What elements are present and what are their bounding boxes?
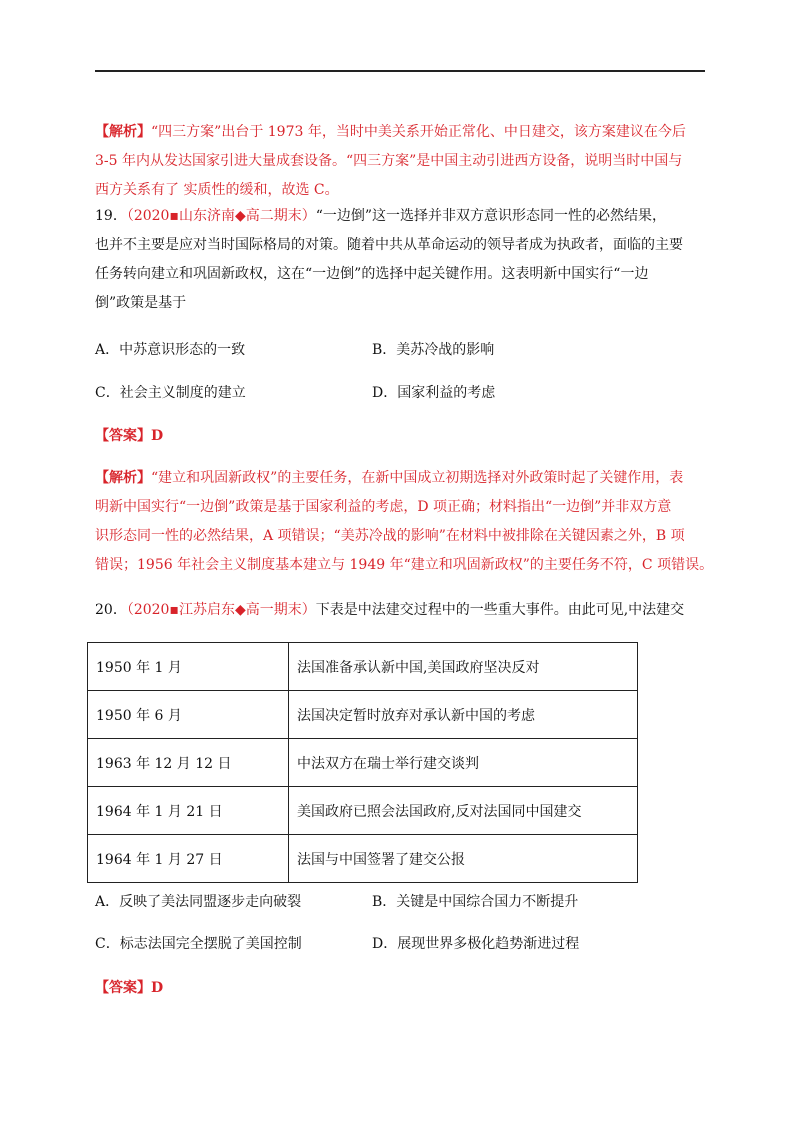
q20-option-row-2 [95, 934, 710, 954]
table-cell-date: 1950 年 1 月 [88, 643, 289, 691]
table-row [88, 835, 638, 883]
q19-line-1: 19．（2020▪山东济南◆高二期末）“一边倒”这一选择并非双方意识形态同一性的必然结果， [95, 208, 667, 224]
q19-answer: 【答案】D [95, 428, 164, 444]
q19-option-b: B．美苏冷战的影响 [372, 342, 495, 358]
q19-number: 19． [95, 208, 127, 224]
table-cell-event: 中法双方在瑞士举行建交谈判 [289, 739, 638, 787]
table-cell-date: 1964 年 1 月 27 日 [88, 835, 289, 883]
q20-answer-block [95, 974, 710, 1003]
analysis-18-line-3: 西方关系有了 实质性的缓和，故选 C。 [95, 182, 339, 198]
analysis-19-tag: 【解析】 [95, 470, 151, 486]
table-row [88, 739, 638, 787]
q19-options [95, 340, 710, 403]
q19-option-a: A．中苏意识形态的一致 [95, 342, 246, 358]
q20-options [95, 892, 710, 954]
table-cell-date: 1964 年 1 月 21 日 [88, 787, 289, 835]
q20-option-b: B．关键是中国综合国力不断提升 [372, 894, 579, 910]
analysis-19-line-2: 明新中国实行“一边倒”政策是基于国家利益的考虑，D 项正确；材料指出“一边倒”并非双方意 [95, 499, 672, 515]
table-cell-event: 法国与中国签署了建交公报 [289, 835, 638, 883]
table-cell-event: 美国政府已照会法国政府,反对法国同中国建交 [289, 787, 638, 835]
analysis-19-line-4: 错误；1956 年社会主义制度基本建立与 1949 年“建立和巩固新政权”的主要任务不符，C 项错误。 [95, 557, 714, 573]
q19-line-3: 任务转向建立和巩固新政权，这在“一边倒”的选择中起关键作用。这表明新中国实行“一边 [95, 266, 649, 282]
events-table [87, 642, 638, 883]
q19-option-c: C．社会主义制度的建立 [95, 385, 246, 401]
table-row [88, 643, 638, 691]
q19-answer-block [95, 422, 710, 451]
q20-option-row-1 [95, 892, 710, 912]
analysis-19-line-3: 识形态同一性的必然结果，A 项错误；“美苏冷战的影响”在材料中被排除在关键因素之外，B 项 [95, 528, 685, 544]
table-row [88, 787, 638, 835]
table-cell-event: 法国准备承认新中国,美国政府坚决反对 [289, 643, 638, 691]
analysis-18 [95, 118, 710, 205]
analysis-18-line-2: 3-5 年内从发达国家引进大量成套设备。“四三方案”是中国主动引进西方设备，说明当时中国与 [95, 153, 683, 169]
table-row [88, 691, 638, 739]
question-19 [95, 202, 710, 318]
analysis-19-line-1: 【解析】“建立和巩固新政权”的主要任务，在新中国成立初期选择对外政策时起了关键作用，表 [95, 470, 684, 486]
header-rule [95, 70, 705, 72]
q20-option-a: A．反映了美法同盟逐步走向破裂 [95, 894, 302, 910]
q19-option-row-2 [95, 383, 710, 403]
q19-option-d: D．国家利益的考虑 [372, 385, 496, 401]
q19-source: （2020▪山东济南◆高二期末） [126, 208, 316, 224]
table-cell-date: 1950 年 6 月 [88, 691, 289, 739]
q20-source: （2020▪江苏启东◆高一期末） [126, 602, 316, 618]
table-cell-event: 法国决定暂时放弃对承认新中国的考虑 [289, 691, 638, 739]
q20-line-1: 20．（2020▪江苏启东◆高一期末）下表是中法建交过程中的一些重大事件。由此可见,中法建交 [95, 602, 685, 618]
q20-option-c: C．标志法国完全摆脱了美国控制 [95, 936, 302, 952]
q20-number: 20． [95, 602, 127, 618]
analysis-18-tag: 【解析】 [95, 124, 151, 140]
question-20 [95, 596, 710, 625]
q19-line-2: 也并不主要是应对当时国际格局的对策。随着中共从革命运动的领导者成为执政者，面临的主要 [95, 237, 683, 253]
table-cell-date: 1963 年 12 月 12 日 [88, 739, 289, 787]
q20-option-d: D．展现世界多极化趋势渐进过程 [372, 936, 580, 952]
analysis-18-line-1: 【解析】“四三方案”出台于 1973 年，当时中美关系开始正常化、中日建交，该方案建议在今后 [95, 124, 686, 140]
analysis-19 [95, 464, 714, 580]
q19-option-row-1 [95, 340, 710, 360]
q19-line-4: 倒”政策是基于 [95, 295, 187, 311]
q20-answer: 【答案】D [95, 980, 164, 996]
